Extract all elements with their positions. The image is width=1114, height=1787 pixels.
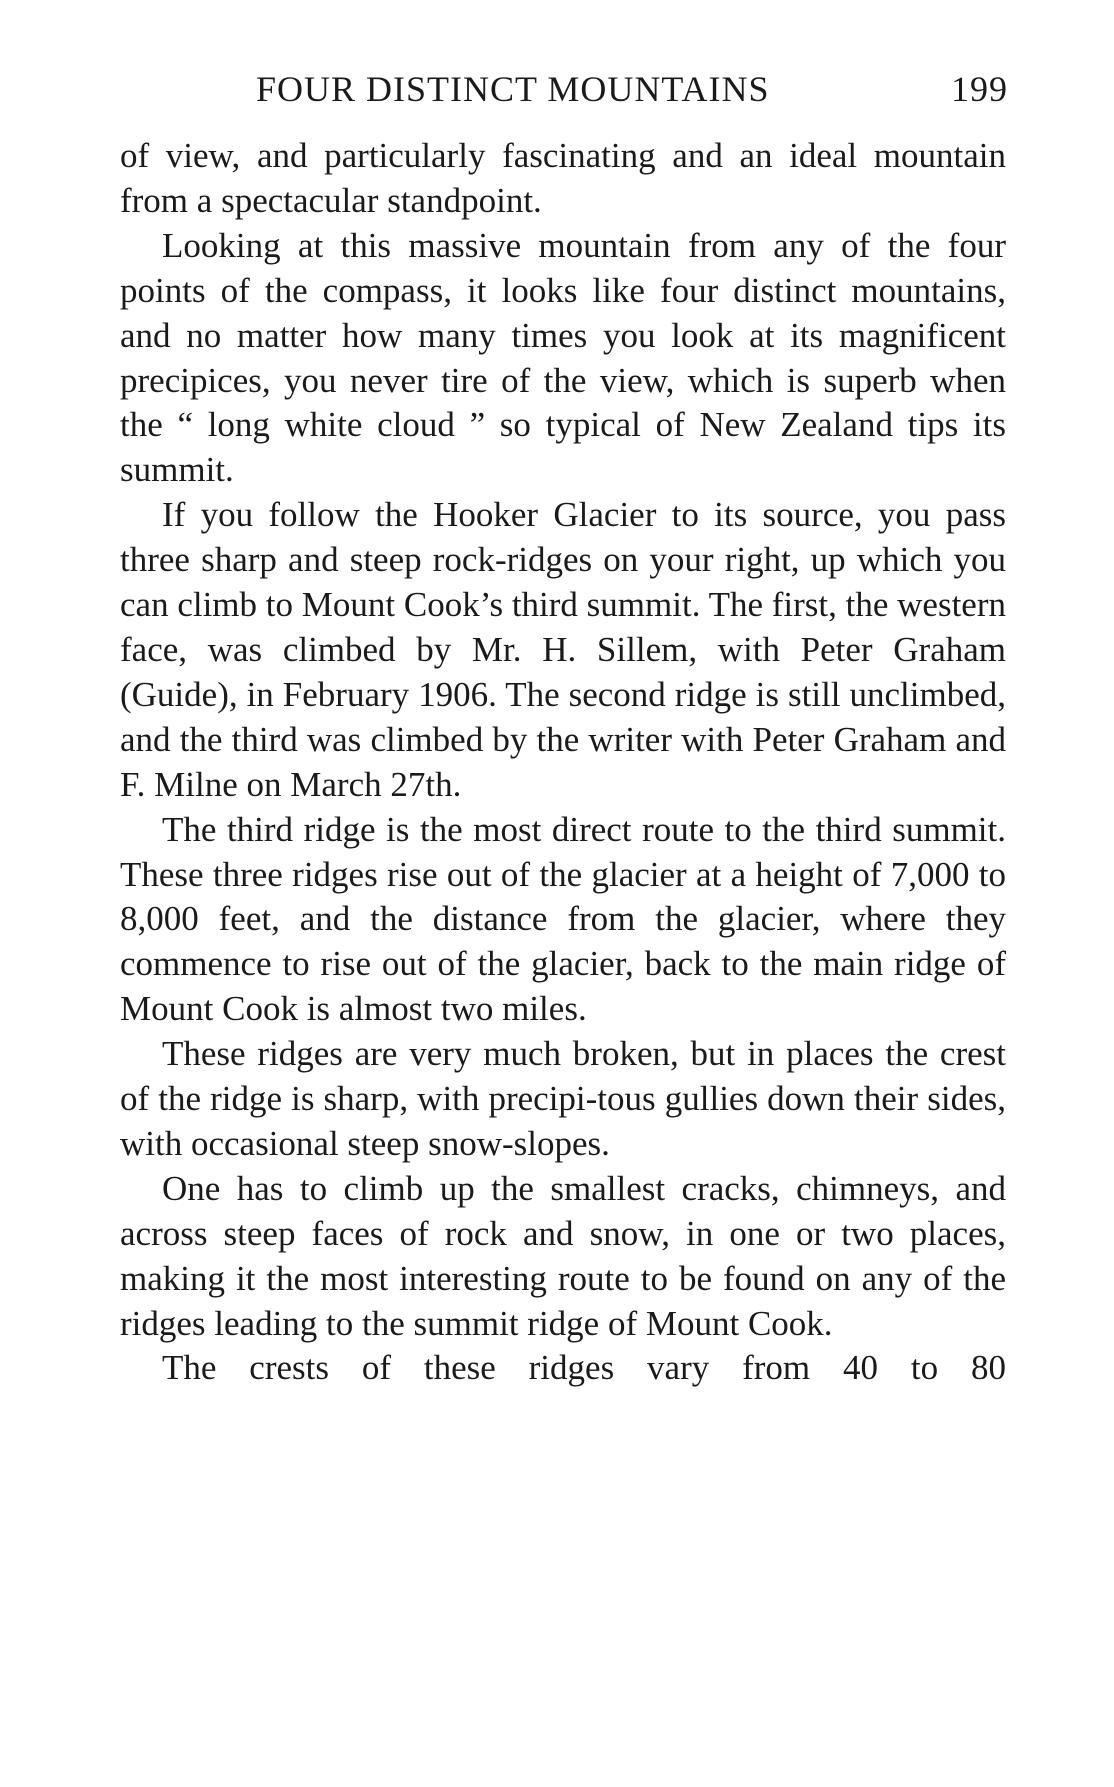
paragraph-7: The crests of these ridges vary from 40 to 80 xyxy=(162,1348,1006,1388)
running-title: FOUR DISTINCT MOUNTAINS xyxy=(256,69,770,109)
paragraph-2: Looking at this massive mountain from any of the four points of the compass, it looks like four distinct mountains, and no matter how many times you look at its magnificent precipices, you never tire of the view, which is superb when the “ long white cloud ” so typical of New Zealand tips its summit. xyxy=(120,225,1006,490)
paragraph-6: One has to climb up the smallest cracks, chimneys, and across steep faces of rock and snow, in one or two places, making it the most interesting route to be found on any of the ridges leading to the summit ridge of Mount Cook. xyxy=(120,1168,1006,1343)
body-text xyxy=(120,134,1006,1391)
paragraph-4: The third ridge is the most direct route to the third summit. These three ridges rise out of the glacier at a height of 7,000 to 8,000 feet, and the distance from the glacier, where they commence to rise out of the glacier, back to the main ridge of Mount Cook is almost two miles. xyxy=(120,809,1006,1029)
paragraph-3: If you follow the Hooker Glacier to its source, you pass three sharp and steep rock-ridges on your right, up which you can climb to Mount Cook’s third summit. The first, the western face, was climbed by Mr. H. Sillem, with Peter Graham (Guide), in February 1906. The second ridge is still unclimbed, and the third was climbed by the writer with Peter Graham and F. Milne on March 27th. xyxy=(120,495,1006,804)
page-number: 199 xyxy=(951,69,1008,109)
paragraph-1: of view, and particularly fascinating and an ideal mountain from a spectacular standpoint. xyxy=(120,136,1006,220)
paragraph-5: These ridges are very much broken, but in places the crest of the ridge is sharp, with precipi-tous gullies down their sides, with occasional steep snow-slopes. xyxy=(120,1034,1006,1163)
running-head xyxy=(118,68,1008,114)
